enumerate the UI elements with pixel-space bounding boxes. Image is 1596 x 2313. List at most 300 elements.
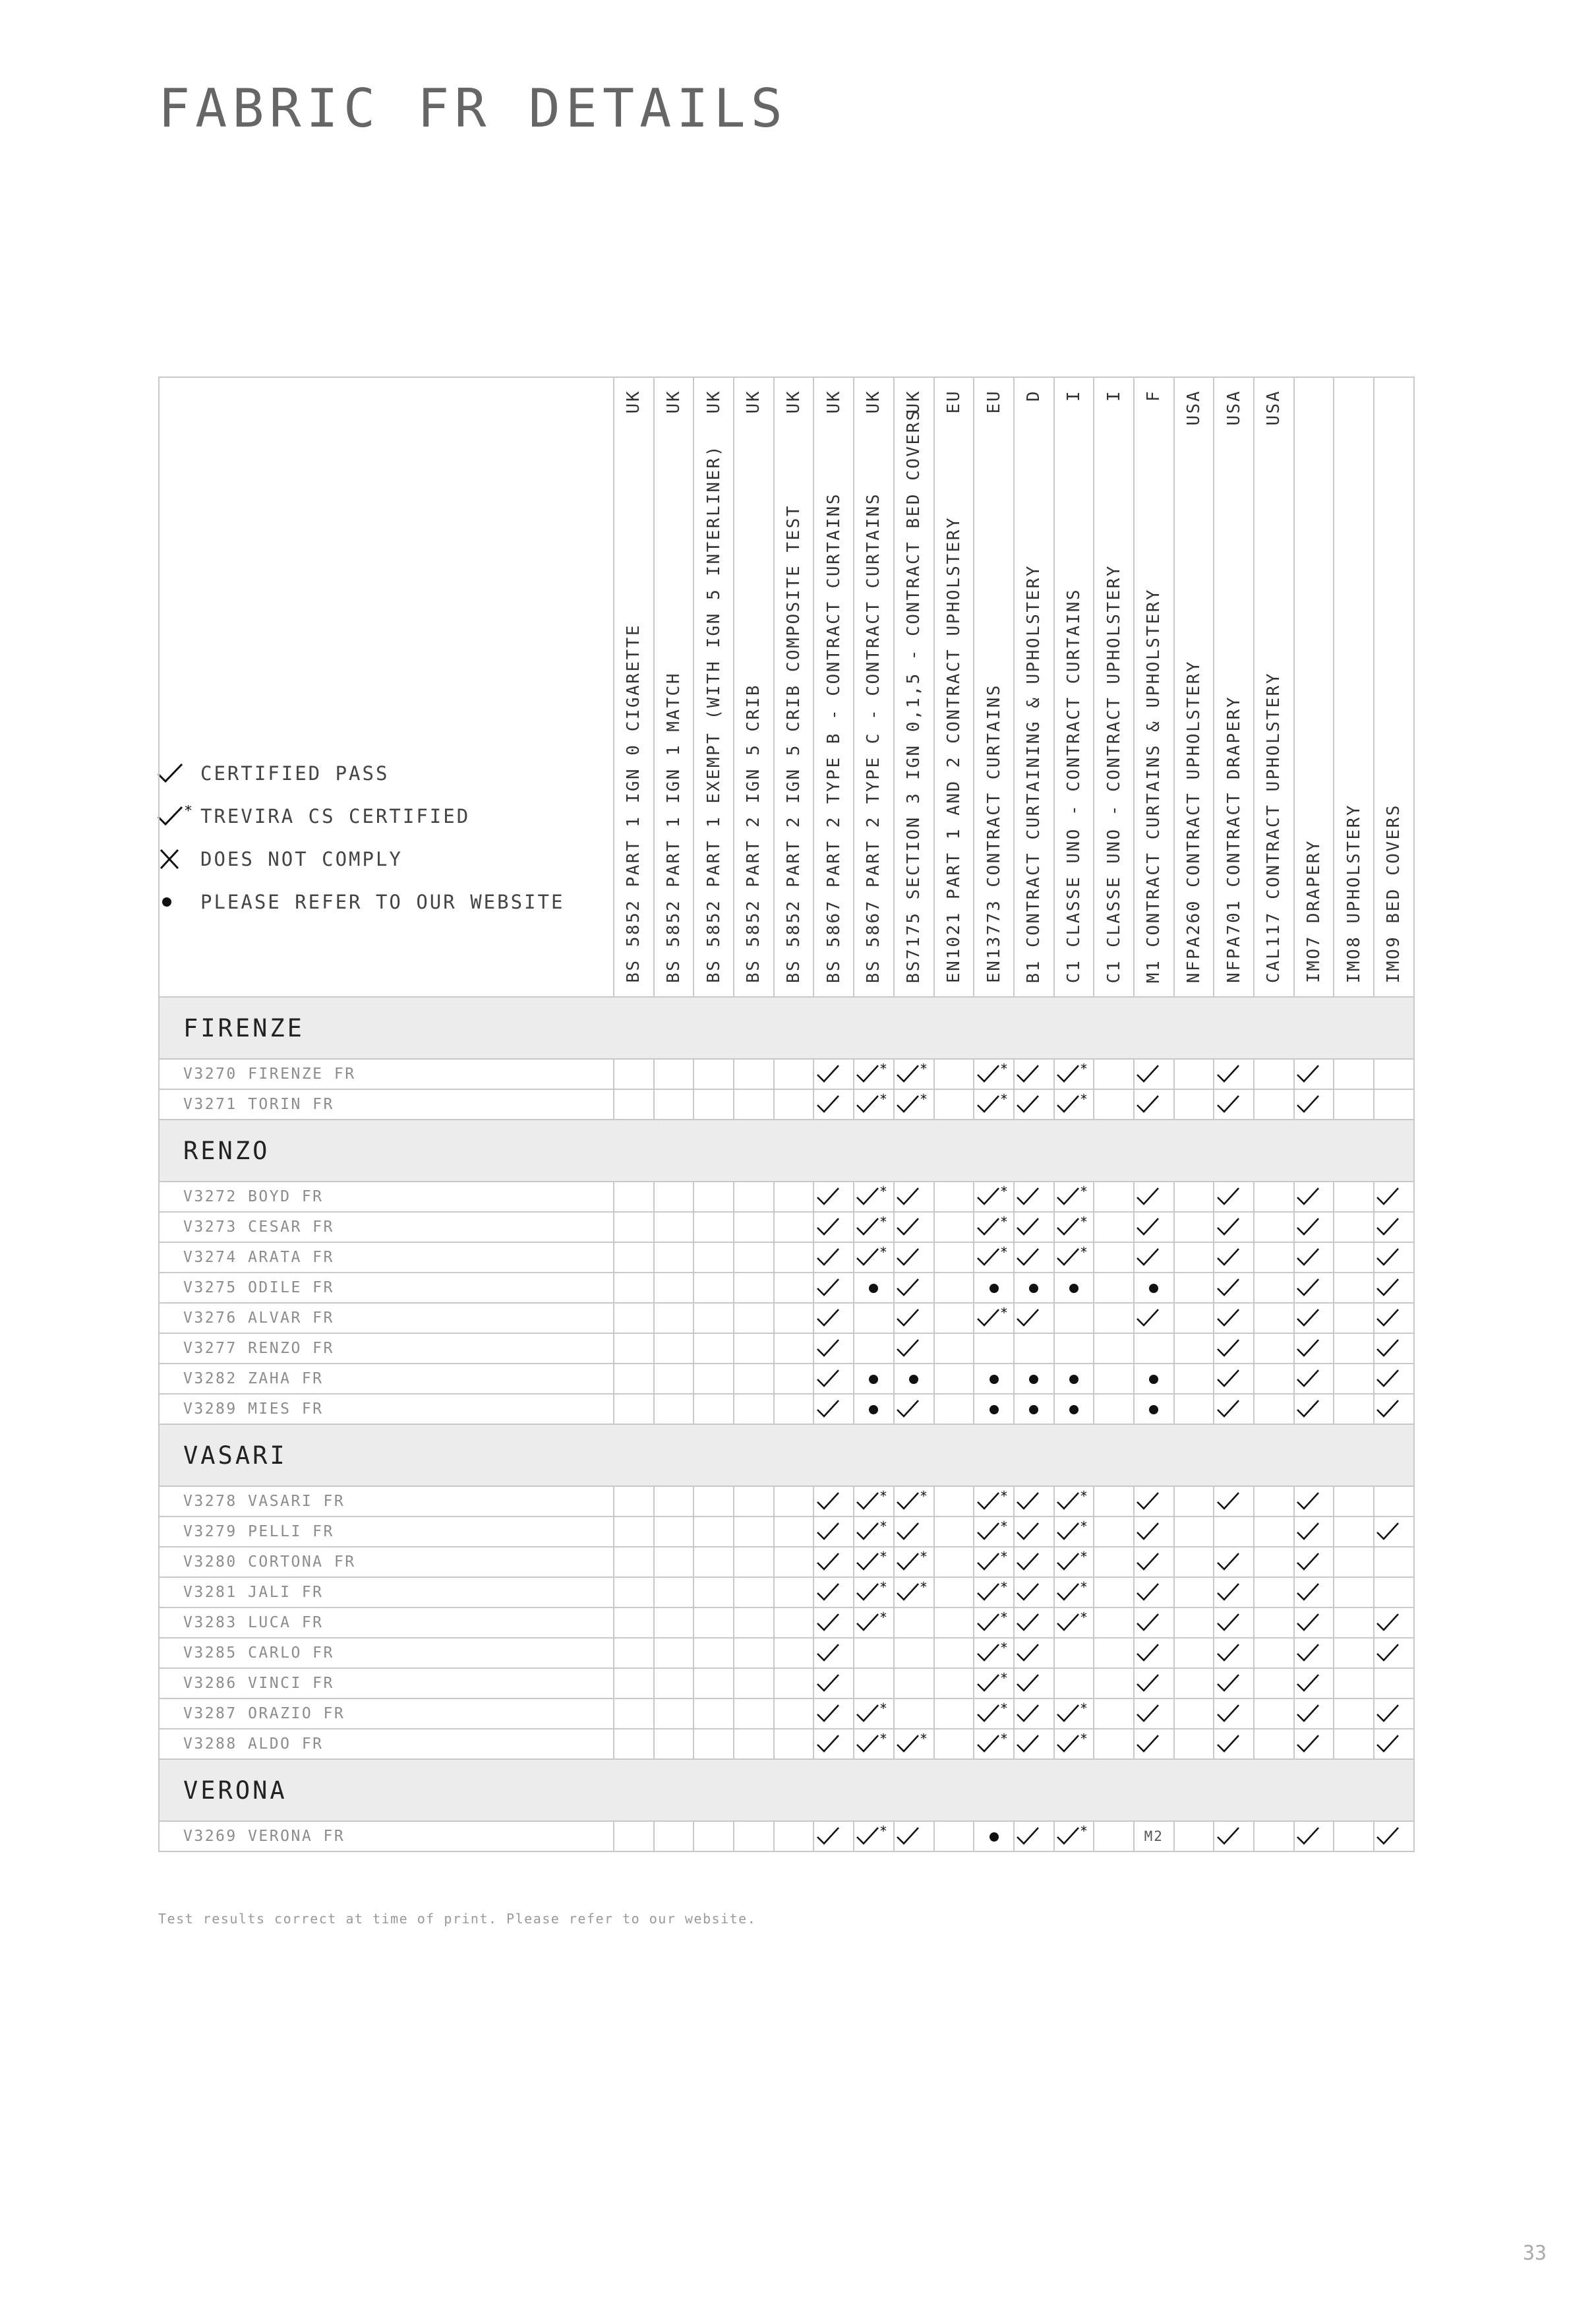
- result-cell: [1374, 1577, 1414, 1607]
- result-cell: [1014, 1668, 1054, 1698]
- legend-label: DOES NOT COMPLY: [200, 848, 403, 870]
- check-star-icon: [975, 1091, 1013, 1118]
- result-cell: [894, 1059, 934, 1089]
- check-icon: [1215, 1640, 1253, 1666]
- check-icon: [1015, 1305, 1053, 1331]
- dot-icon: [990, 1832, 999, 1842]
- result-cell: [934, 1698, 974, 1729]
- result-cell: [894, 1333, 934, 1364]
- result-cell: [1374, 1638, 1414, 1668]
- group-title: VASARI: [159, 1424, 1414, 1486]
- test-name: M1 CONTRACT CURTAINS & UPHOLSTERY: [1144, 587, 1164, 983]
- result-cell: [1134, 1394, 1174, 1424]
- svg-text:*: *: [1000, 1670, 1007, 1686]
- result-cell: [1214, 1212, 1254, 1242]
- result-cell: [934, 1333, 974, 1364]
- result-cell: [854, 1486, 894, 1517]
- test-column-header: [1254, 377, 1294, 997]
- result-cell: [1294, 1273, 1334, 1303]
- check-star-icon: [854, 1184, 893, 1210]
- result-cell: [1214, 1821, 1254, 1851]
- check-icon: [1015, 1488, 1053, 1515]
- result-cell: [1134, 1242, 1174, 1273]
- check-star-icon: [1055, 1214, 1093, 1240]
- result-cell: [1374, 1698, 1414, 1729]
- result-cell: [1374, 1333, 1414, 1364]
- table-row: [159, 1333, 1414, 1364]
- result-cell: [1094, 1364, 1134, 1394]
- result-cell: [774, 1821, 814, 1851]
- header-blank: [159, 377, 614, 997]
- result-cell: [614, 1821, 654, 1851]
- result-cell: [894, 1394, 934, 1424]
- fabric-name: V3277 RENZO FR: [159, 1333, 614, 1364]
- check-icon: [1215, 1670, 1253, 1697]
- result-cell: [734, 1059, 774, 1089]
- result-cell: [1334, 1517, 1374, 1547]
- result-cell: [1334, 1668, 1374, 1698]
- result-cell: [1254, 1212, 1294, 1242]
- check-star-icon: [975, 1305, 1013, 1331]
- result-cell: [1334, 1729, 1374, 1759]
- result-cell: [694, 1729, 734, 1759]
- check-icon: [1135, 1579, 1173, 1606]
- result-cell: [974, 1668, 1014, 1698]
- check-icon: [1295, 1518, 1333, 1545]
- svg-text:*: *: [920, 1579, 928, 1595]
- result-cell: [1054, 1212, 1094, 1242]
- result-cell: [734, 1364, 774, 1394]
- result-cell: [774, 1486, 814, 1517]
- check-icon: [1374, 1700, 1413, 1727]
- check-icon: [1374, 1640, 1413, 1666]
- result-cell: [974, 1517, 1014, 1547]
- test-name: IMO9 BED COVERS: [1384, 803, 1404, 983]
- test-country: EU: [943, 390, 964, 414]
- check-icon: [1015, 1609, 1053, 1636]
- check-star-icon: [975, 1488, 1013, 1515]
- result-cell: [1374, 1394, 1414, 1424]
- svg-text:*: *: [880, 1488, 887, 1504]
- result-cell: [894, 1668, 934, 1698]
- result-cell: [774, 1059, 814, 1089]
- fabric-name: V3282 ZAHA FR: [159, 1364, 614, 1394]
- svg-text:*: *: [880, 1549, 887, 1565]
- result-cell: [1294, 1698, 1334, 1729]
- result-cell: [1094, 1089, 1134, 1120]
- svg-text:*: *: [1080, 1700, 1087, 1716]
- result-cell: [694, 1242, 734, 1273]
- fabric-name: V3288 ALDO FR: [159, 1729, 614, 1759]
- result-cell: [1334, 1486, 1374, 1517]
- check-star-icon: [975, 1670, 1013, 1697]
- dot-icon: [869, 1405, 878, 1414]
- check-star-icon: [854, 1700, 893, 1727]
- result-cell: [1134, 1668, 1174, 1698]
- result-cell: [854, 1212, 894, 1242]
- test-column-header: [934, 377, 974, 997]
- result-cell: [1014, 1517, 1054, 1547]
- result-cell: [813, 1242, 854, 1273]
- result-cell: [1094, 1242, 1134, 1273]
- svg-text:*: *: [1080, 1609, 1087, 1625]
- result-cell: [854, 1577, 894, 1607]
- result-cell: [1134, 1273, 1174, 1303]
- check-icon: [1215, 1061, 1253, 1087]
- result-cell: [774, 1303, 814, 1333]
- result-cell: [854, 1089, 894, 1120]
- svg-text:*: *: [1080, 1214, 1087, 1230]
- result-cell: [1334, 1242, 1374, 1273]
- result-cell: [1214, 1607, 1254, 1638]
- test-name: BS 5867 PART 2 TYPE B - CONTRACT CURTAINS: [823, 492, 844, 983]
- result-cell: [1374, 1668, 1414, 1698]
- test-name: BS 5867 PART 2 TYPE C - CONTRACT CURTAINS: [864, 492, 884, 983]
- result-cell: [1174, 1517, 1214, 1547]
- result-cell: [1134, 1577, 1174, 1607]
- test-column-header: [1334, 377, 1374, 997]
- check-icon: [1215, 1488, 1253, 1515]
- result-cell: [1214, 1638, 1254, 1668]
- test-column-header: [1294, 377, 1334, 997]
- check-icon: [1295, 1640, 1333, 1666]
- test-country: EU: [984, 390, 1004, 414]
- dot-icon: [1069, 1405, 1079, 1414]
- result-cell: [734, 1394, 774, 1424]
- check-icon: [1135, 1214, 1173, 1240]
- result-cell: [694, 1547, 734, 1577]
- result-cell: [774, 1394, 814, 1424]
- result-cell: [1254, 1182, 1294, 1212]
- result-cell: [854, 1517, 894, 1547]
- result-cell: [1014, 1212, 1054, 1242]
- table-row: [159, 1059, 1414, 1089]
- check-icon: [1015, 1731, 1053, 1757]
- result-cell: [1334, 1333, 1374, 1364]
- result-cell: [1254, 1486, 1294, 1517]
- check-star-icon: [895, 1091, 933, 1118]
- test-name: C1 CLASSE UNO - CONTRACT UPHOLSTERY: [1104, 564, 1124, 983]
- svg-text:*: *: [880, 1731, 887, 1747]
- svg-text:*: *: [880, 1700, 887, 1716]
- result-cell: [854, 1821, 894, 1851]
- result-cell: [1254, 1607, 1294, 1638]
- test-name: NFPA260 CONTRACT UPHOLSTERY: [1183, 659, 1204, 983]
- check-icon: [1295, 1061, 1333, 1087]
- fabric-name: V3287 ORAZIO FR: [159, 1698, 614, 1729]
- check-icon: [1295, 1731, 1333, 1757]
- result-cell: [1094, 1517, 1134, 1547]
- check-icon: [895, 1335, 933, 1362]
- result-cell: [1214, 1486, 1254, 1517]
- check-icon: [1015, 1640, 1053, 1666]
- test-column-header: [734, 377, 774, 997]
- result-cell: [1294, 1212, 1334, 1242]
- result-cell: [813, 1547, 854, 1577]
- result-cell: [774, 1547, 814, 1577]
- result-cell: [734, 1517, 774, 1547]
- result-cell: [1054, 1242, 1094, 1273]
- check-icon: [1295, 1275, 1333, 1301]
- test-column-header: [654, 377, 694, 997]
- check-icon: [1374, 1184, 1413, 1210]
- result-cell: [1014, 1547, 1054, 1577]
- fabric-name: V3272 BOYD FR: [159, 1182, 614, 1212]
- result-cell: [974, 1212, 1014, 1242]
- result-cell: [854, 1547, 894, 1577]
- result-cell: [1134, 1607, 1174, 1638]
- result-cell: [1054, 1668, 1094, 1698]
- check-icon: [1135, 1549, 1173, 1575]
- check-star-icon: [975, 1640, 1013, 1666]
- result-cell: [1014, 1182, 1054, 1212]
- result-cell: [1294, 1607, 1334, 1638]
- check-icon: [1374, 1214, 1413, 1240]
- result-cell: [654, 1212, 694, 1242]
- result-cell: [1294, 1059, 1334, 1089]
- result-cell: [894, 1821, 934, 1851]
- result-cell: [894, 1303, 934, 1333]
- result-cell: [1374, 1517, 1414, 1547]
- result-cell: [1094, 1059, 1134, 1089]
- group-title: RENZO: [159, 1120, 1414, 1182]
- test-name: BS 5852 PART 1 EXEMPT (WITH IGN 5 INTERLINER): [703, 444, 724, 983]
- result-cell: [1294, 1547, 1334, 1577]
- test-country: UK: [904, 390, 924, 414]
- result-cell: [1254, 1547, 1294, 1577]
- check-icon: [1215, 1396, 1253, 1422]
- result-cell: [1054, 1607, 1094, 1638]
- result-cell: [1214, 1273, 1254, 1303]
- check-icon: [1215, 1731, 1253, 1757]
- result-cell: [734, 1821, 774, 1851]
- result-cell: [1134, 1182, 1174, 1212]
- check-star-icon: [854, 1579, 893, 1606]
- result-cell: [774, 1242, 814, 1273]
- result-cell: [1014, 1638, 1054, 1668]
- test-name: BS 5852 PART 1 IGN 0 CIGARETTE: [624, 624, 644, 983]
- result-cell: [1014, 1364, 1054, 1394]
- test-name: B1 CONTRACT CURTAINING & UPHOLSTERY: [1024, 564, 1044, 983]
- table-row: [159, 1089, 1414, 1120]
- dot-icon: [869, 1375, 878, 1384]
- svg-text:*: *: [1000, 1609, 1007, 1625]
- svg-text:*: *: [880, 1244, 887, 1260]
- check-icon: [815, 1214, 853, 1240]
- check-icon: [1295, 1700, 1333, 1727]
- check-icon: [815, 1670, 853, 1697]
- svg-text:*: *: [1080, 1579, 1087, 1595]
- svg-text:*: *: [920, 1061, 928, 1077]
- svg-text:*: *: [920, 1731, 928, 1747]
- result-cell: [974, 1638, 1014, 1668]
- result-cell: [654, 1364, 694, 1394]
- dot-icon: [1149, 1284, 1158, 1293]
- test-country: UK: [744, 390, 764, 414]
- check-icon: [1135, 1518, 1173, 1545]
- check-icon: [1374, 1396, 1413, 1422]
- result-cell: [614, 1182, 654, 1212]
- result-cell: [694, 1698, 734, 1729]
- check-icon: [815, 1275, 853, 1301]
- dot-icon: [990, 1405, 999, 1414]
- result-cell: [1334, 1394, 1374, 1424]
- result-cell: [1054, 1821, 1094, 1851]
- result-cell: [734, 1668, 774, 1698]
- check-icon: [1015, 1214, 1053, 1240]
- result-cell: [934, 1089, 974, 1120]
- check-icon: [1374, 1731, 1413, 1757]
- result-cell: [1254, 1729, 1294, 1759]
- result-cell: [1254, 1698, 1294, 1729]
- check-icon: [1295, 1214, 1333, 1240]
- check-star-icon: [895, 1579, 933, 1606]
- result-cell: [894, 1577, 934, 1607]
- result-cell: [774, 1182, 814, 1212]
- svg-text:*: *: [1080, 1549, 1087, 1565]
- result-cell: [934, 1638, 974, 1668]
- result-cell: [654, 1638, 694, 1668]
- svg-text:*: *: [880, 1214, 887, 1230]
- result-cell: [894, 1182, 934, 1212]
- result-cell: [854, 1273, 894, 1303]
- result-cell: [614, 1394, 654, 1424]
- result-cell: [1094, 1486, 1134, 1517]
- page-title: FABRIC FR DETAILS: [158, 78, 788, 139]
- result-cell: [1374, 1547, 1414, 1577]
- result-cell: [974, 1729, 1014, 1759]
- check-star-icon: [1055, 1700, 1093, 1727]
- check-star-icon: [895, 1731, 933, 1757]
- check-icon: [1015, 1184, 1053, 1210]
- check-icon: [1295, 1396, 1333, 1422]
- result-cell: [1374, 1729, 1414, 1759]
- result-cell: [1174, 1333, 1214, 1364]
- result-cell: [1174, 1394, 1214, 1424]
- fabric-name: V3275 ODILE FR: [159, 1273, 614, 1303]
- result-cell: [894, 1273, 934, 1303]
- footnote: Test results correct at time of print. Please refer to our website.: [158, 1911, 757, 1927]
- check-icon: [815, 1640, 853, 1666]
- check-icon: [1135, 1244, 1173, 1271]
- test-country: USA: [1264, 390, 1284, 426]
- svg-text:*: *: [1000, 1305, 1007, 1321]
- table-row: [159, 1668, 1414, 1698]
- check-icon: [895, 1184, 933, 1210]
- table-row: [159, 1273, 1414, 1303]
- table-row: [159, 1212, 1414, 1242]
- result-cell: [1294, 1182, 1334, 1212]
- result-cell: [1174, 1242, 1214, 1273]
- test-name: CAL117 CONTRACT UPHOLSTERY: [1264, 672, 1284, 983]
- result-cell: [974, 1364, 1014, 1394]
- result-cell: [1374, 1607, 1414, 1638]
- table-row: [159, 1394, 1414, 1424]
- result-cell: [734, 1638, 774, 1668]
- check-star-icon: [895, 1488, 933, 1515]
- result-cell: [1174, 1486, 1214, 1517]
- result-cell: [654, 1698, 694, 1729]
- result-cell: [1054, 1059, 1094, 1089]
- table-row: [159, 1517, 1414, 1547]
- fabric-name: V3273 CESAR FR: [159, 1212, 614, 1242]
- result-cell: [654, 1333, 694, 1364]
- result-cell: [1174, 1303, 1214, 1333]
- check-icon: [1215, 1335, 1253, 1362]
- result-cell: [774, 1212, 814, 1242]
- result-cell: [734, 1547, 774, 1577]
- check-icon: [1015, 1579, 1053, 1606]
- result-cell: [813, 1303, 854, 1333]
- result-cell: [614, 1698, 654, 1729]
- result-cell: [1134, 1333, 1174, 1364]
- result-cell: [813, 1698, 854, 1729]
- result-cell: [774, 1517, 814, 1547]
- check-icon: [815, 1184, 853, 1210]
- result-cell: [934, 1182, 974, 1212]
- result-cell: [1014, 1333, 1054, 1364]
- result-cell: [1174, 1698, 1214, 1729]
- dot-icon: [1029, 1405, 1038, 1414]
- check-icon: [1015, 1244, 1053, 1271]
- result-cell: [974, 1821, 1014, 1851]
- check-icon: [1374, 1305, 1413, 1331]
- svg-text:*: *: [1000, 1214, 1007, 1230]
- result-cell: [813, 1668, 854, 1698]
- result-cell: [1094, 1668, 1134, 1698]
- result-cell: [694, 1059, 734, 1089]
- check-icon: [1215, 1275, 1253, 1301]
- result-cell: [1254, 1577, 1294, 1607]
- dot-icon: [1029, 1375, 1038, 1384]
- check-icon: [815, 1823, 853, 1849]
- result-cell: [1134, 1364, 1174, 1394]
- result-cell: [1094, 1698, 1134, 1729]
- svg-text:*: *: [880, 1518, 887, 1534]
- result-cell: [1294, 1821, 1334, 1851]
- check-star-icon: [975, 1731, 1013, 1757]
- check-icon: [815, 1244, 853, 1271]
- check-icon: [815, 1366, 853, 1392]
- result-cell: [654, 1607, 694, 1638]
- result-cell: [934, 1394, 974, 1424]
- result-cell: [774, 1668, 814, 1698]
- check-icon: [1374, 1275, 1413, 1301]
- check-icon: [815, 1396, 853, 1422]
- check-icon: [815, 1609, 853, 1636]
- legend-label: TREVIRA CS CERTIFIED: [200, 805, 471, 827]
- result-cell: [894, 1547, 934, 1577]
- svg-text:*: *: [1080, 1518, 1087, 1534]
- result-cell: [813, 1333, 854, 1364]
- check-icon: [815, 1091, 853, 1118]
- svg-text:*: *: [185, 805, 192, 820]
- table-row: [159, 1364, 1414, 1394]
- check-star-icon: [1055, 1823, 1093, 1849]
- group-row: [159, 1424, 1414, 1486]
- result-cell: [1374, 1821, 1414, 1851]
- result-cell: [1254, 1668, 1294, 1698]
- result-cell: [1134, 1729, 1174, 1759]
- svg-text:*: *: [920, 1488, 928, 1504]
- check-star-icon: [1055, 1549, 1093, 1575]
- result-cell: [1214, 1089, 1254, 1120]
- check-icon: [1215, 1700, 1253, 1727]
- result-cell: [934, 1607, 974, 1638]
- result-cell: [1374, 1303, 1414, 1333]
- result-cell: [694, 1303, 734, 1333]
- check-icon: [815, 1488, 853, 1515]
